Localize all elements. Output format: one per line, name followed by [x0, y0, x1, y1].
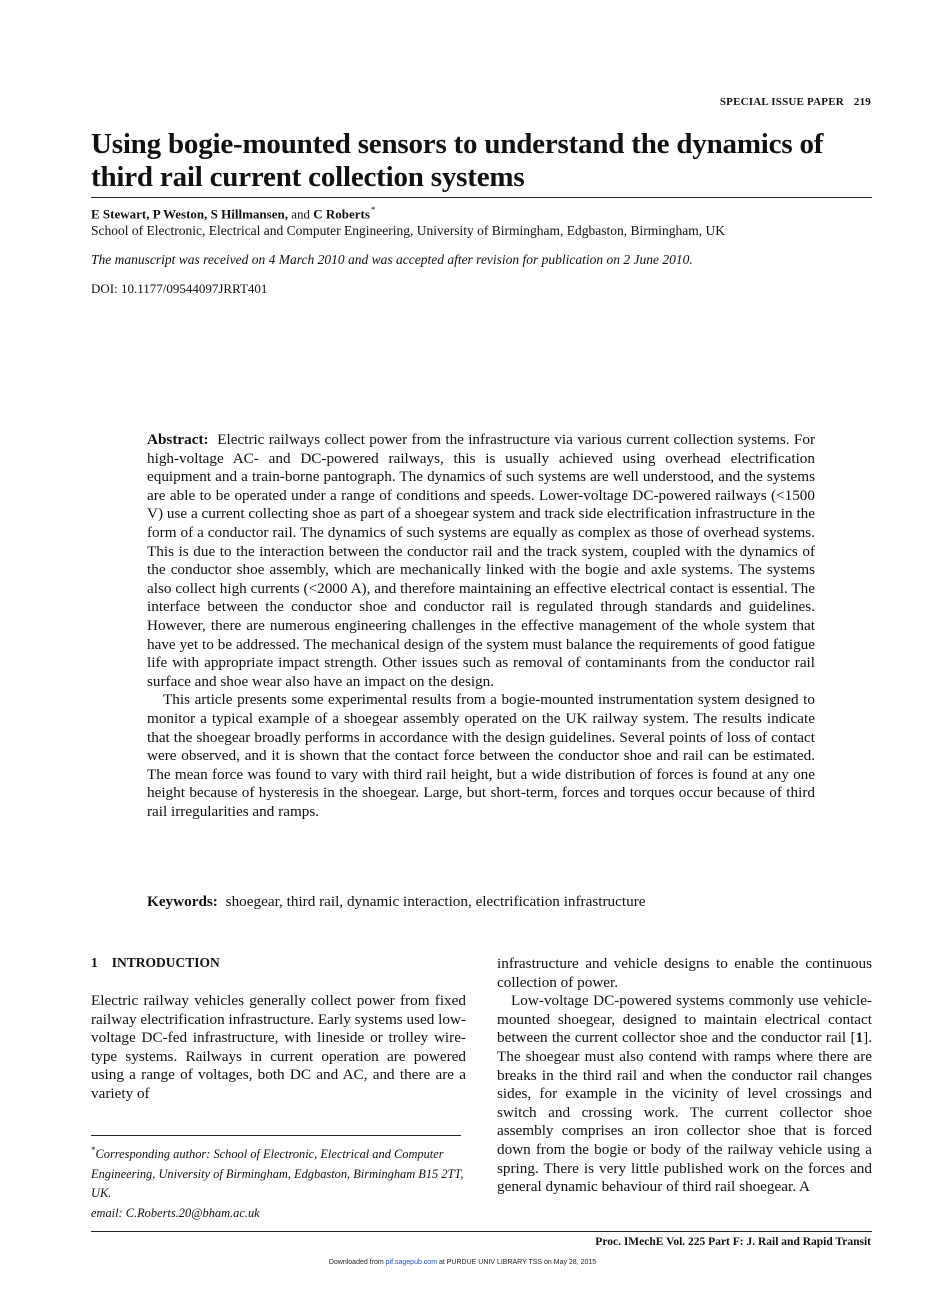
footnote-author: [91, 1141, 466, 1204]
header-label: SPECIAL ISSUE PAPER: [719, 96, 844, 108]
abstract-paragraph-2: This article presents some experimental results from a bogie-mounted instrumentation system designed to monitor a typical example of a shoegear assembly operated on the UK railway system. The results indicate that the shoegear broadly performs in accordance with the design guidelines. Several points of loss of contact were observed, and it is shown that the contact force between the conductor shoe and rail can be estimated. The mean force was found to vary with third rail height, but a wide distribution of forces is found at any one height because of hysteresis in the shoegear. Large, but short-term, forces and torques occur because of third rail irregularities and ramps.: [147, 691, 815, 820]
download-suffix: at PURDUE UNIV LIBRARY TSS on May 28, 2015: [438, 1259, 597, 1266]
section-number: 1: [91, 955, 98, 970]
journal-reference: Proc. IMechE Vol. 225 Part F: J. Rail and Rapid Transit: [595, 1236, 871, 1248]
author-conjunction: and: [291, 206, 310, 222]
download-link[interactable]: pif.sagepub.com: [385, 1259, 438, 1266]
abstract-paragraph-1: [147, 431, 815, 691]
footer-divider: [91, 1231, 872, 1232]
abstract-text-1: Electric railways collect power from the infrastructure via various current collection systems. For high-voltage AC- and DC-powered railways, this is usually achieved using overhead electrification equipment and a train-borne pantograph. The dynamics of such systems are well understood, and the systems are able to be operated under a range of conditions and speeds. Lower-voltage DC-powered railways (<1500 V) use a current collecting shoe as part of a shoegear system and track side electrification infrastructure in the form of a conductor rail. The dynamics of such systems are equally as complex as those of overhead systems. This is due to the interaction between the conductor rail and the track system, coupled with the dynamics of the conductor shoe assembly, which are mechanically linked with the bogie and axle systems. The systems also collect high currents (<2000 A), and therefore maintaining an effective electrical contact is essential. The interface between the conductor shoe and conductor rail is regulated through standards and guidelines. However, there are numerous engineering challenges in the effective management of the whole system that have yet to be addressed. The mechanical design of the system must balance the requirements of good fatigue life with appropriate impact strength. Other issues such as removal of contaminants from the conductor rail surface and shoe wear also have an impact on the design.: [147, 431, 816, 690]
section-heading: [91, 955, 220, 971]
keywords-label: Keywords:: [147, 893, 218, 910]
paper-title: Using bogie-mounted sensors to understand the dynamics of third rail current collection systems: [91, 128, 824, 193]
affiliation: School of Electronic, Electrical and Computer Engineering, University of Birmingham, Edgbaston, Birmingham, UK: [91, 223, 725, 238]
shoegear-text-a: Low-voltage DC-powered systems commonly use vehicle-mounted shoegear, designed to maintain electrical contact between the current collector shoe and the conductor rail [: [497, 992, 872, 1047]
footnote-email[interactable]: email: C.Roberts.20@bham.ac.uk: [91, 1205, 260, 1220]
title-divider: [91, 197, 872, 198]
footnote-divider: [91, 1135, 461, 1136]
last-author: C Roberts: [313, 206, 370, 222]
abstract-label: Abstract:: [147, 431, 209, 448]
footnote: [91, 1141, 466, 1223]
shoegear-paragraph: [497, 992, 872, 1197]
reference-link[interactable]: 1: [855, 1029, 864, 1047]
footnote-text: Corresponding author: School of Electronic, Electrical and Computer Engineering, University of Birmingham, Edgbaston, Birmingham B15 2TT, UK.: [91, 1147, 464, 1201]
download-notice: [0, 1259, 925, 1266]
download-prefix: Downloaded from: [328, 1259, 384, 1266]
left-column: [91, 992, 466, 1104]
page-number: 219: [853, 96, 871, 108]
shoegear-text-b: ]. The shoegear must also contend with ramps where there are breaks in the third rail and when the conductor rail changes sides, for example in the vicinity of level crossings and switch and crossing work. The current collector shoe assembly comprises an iron collector shoe that is forced down from the bogie or body of the railway vehicle using a spring. There is very little published work on the forces and general dynamic behaviour of third rail shoegear. A: [497, 1029, 872, 1196]
intro-paragraph: Electric railway vehicles generally collect power from fixed railway electrification infrastructure. Early systems used low-voltage DC-fed infrastructure, with lineside or trolley wire-type systems. Railways in current operation are powered using a range of voltages, both DC and AC, and there are a variety of: [91, 992, 466, 1102]
keywords-text: shoegear, third rail, dynamic interaction, electrification infrastructure: [225, 893, 646, 910]
abstract: [147, 431, 815, 821]
author-names: E Stewart, P Weston, S Hillmansen,: [91, 206, 288, 222]
doi[interactable]: DOI: 10.1177/09544097JRRT401: [91, 281, 268, 296]
section-title: INTRODUCTION: [111, 955, 220, 970]
keywords: [147, 893, 815, 911]
received-note: The manuscript was received on 4 March 2010 and was accepted after revision for publication on 2 June 2010.: [91, 252, 693, 267]
right-column: [497, 955, 872, 1197]
author-list: [91, 205, 375, 222]
continuation-paragraph: infrastructure and vehicle designs to enable the continuous collection of power.: [497, 955, 872, 991]
footnote-mark: *: [91, 1145, 96, 1155]
corresponding-mark: *: [370, 205, 376, 215]
running-header: [720, 96, 871, 108]
